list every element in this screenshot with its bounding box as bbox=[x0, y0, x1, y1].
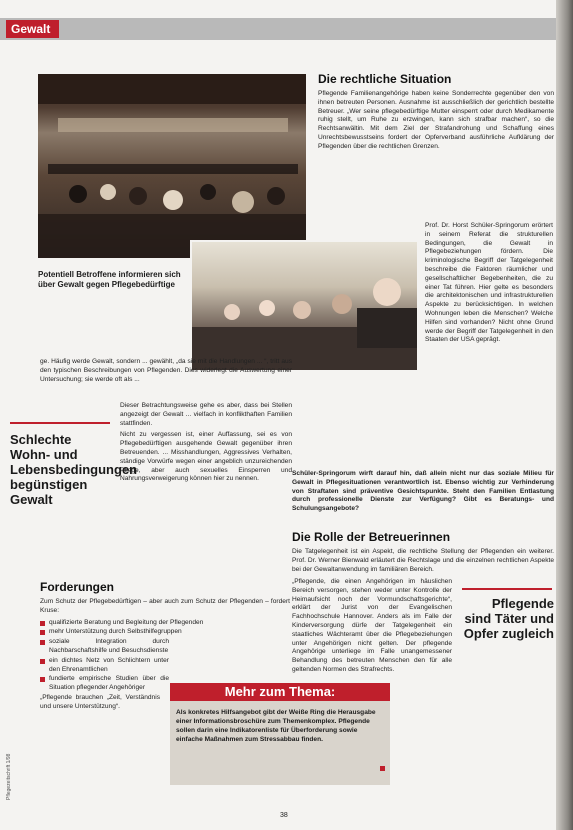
betreuer-quote: „Pflegende, die einen Angehörigen im häuslichen Bereich versorgen, stehen weder unter Kontrolle der Heimaufsicht noch der Vormundschaftsgerichte“, erklärt der Jurist von der Evangelischen Fachhochschule Hannover. Anders als im Falle der Kinderversorgung dürfe der Tatgelegenheit ein staatliches Wächteramt über die Pflegebeziehungen unter Angehörigen nicht gelten. Der pflegende Angehörige unterliege im Falle unangemessener Behandlung des betreuten Menschen den für alle geltenden Normen des Strafrechts. bbox=[292, 578, 452, 673]
page-number: 38 bbox=[280, 812, 288, 819]
page-spine-shadow bbox=[556, 0, 573, 830]
intro-paragraph: ge. Häufig werde Gewalt, sondern ... gewählt, „da sie mit die Handlungen ... “, tritt aus den typischen Beschreibungen von Pflegenden. Dies widerlegt die Auswertung einer Untersuchung; sie werde oft als ... bbox=[40, 358, 292, 383]
info-box-end-marker bbox=[380, 766, 385, 771]
photo-caption: Potentiell Betroffene informieren sich über Gewalt gegen Pflegebedürftige bbox=[38, 270, 181, 289]
prof-text-upper bbox=[425, 222, 553, 348]
vertical-note: Pflegezeitschrift 1/98 bbox=[6, 753, 12, 800]
left-column-intro bbox=[40, 358, 292, 387]
right-pull-quote: Pflegende sind Täter und Opfer zugleich bbox=[463, 596, 554, 641]
panel-discussion-photo bbox=[190, 240, 419, 372]
forderungen-closing: „Pflegende brauchen „Zeit, Verständnis und unsere Unterstützung“. bbox=[40, 693, 160, 710]
betreuer-quote-block bbox=[292, 578, 452, 678]
bold-paragraph-block bbox=[292, 470, 554, 517]
situation-paragraph: Pflegende Familienangehörige haben keine Sonderrechte gegenüber den von ihnen betreuten Personen. Ausnahme ist ausschließlich der gerichtlich bestellte Betreuer. „Wer seine pflegebedürftige Mutter einsperrt oder durch Medikamente ruhig stellt, um Ruhe zu erzwingen, kann sich strafbar machen“, so die Rechtsanwältin. Mit dem Ziel der Strafandrohung und Schaffung eines Unrechtsbewusstseins fordert der Opferverband ausführliche Aufklärung der Pflegenden über die rechtlichen Grenzen. bbox=[318, 90, 554, 150]
list-item: soziale Integration durch Nachbarschaftshilfe und Besuchsdienste bbox=[40, 638, 169, 656]
section-label: Gewalt bbox=[6, 20, 59, 38]
heading-forderungen: Forderungen bbox=[40, 580, 114, 594]
betreuer-paragraph: Die Tatgelegenheit ist ein Aspekt, die rechtliche Stellung der Pflegenden ein weiterer. Prof. Dr. Werner Bienwald erläutert die Rechtslage und die einzelnen rechtlichen Aspekte bei der Gewaltanwendung im familiären Bereich. bbox=[292, 548, 554, 573]
conference-hall-photo bbox=[38, 74, 306, 258]
panel-silhouettes bbox=[192, 242, 417, 370]
left-pull-quote: Schlechte Wohn- und Lebensbedingungen begünstigen Gewalt bbox=[10, 432, 138, 507]
body-paragraph-2: Dieser Betrachtungsweise gehe es aber, dass bei Stellen angezeigt der Gewalt ... vielfach in konflikthaften Familien stattfinden. bbox=[120, 402, 292, 427]
heading-rolle-betreuerinnen: Die Rolle der Betreuerinnen bbox=[292, 530, 451, 544]
list-item: fundierte empirische Studien über die Situation pflegender Angehöriger bbox=[40, 675, 169, 693]
info-box-title: Mehr zum Thema: bbox=[170, 683, 390, 701]
list-item: ein dichtes Netz von Schlichtern unter den Ehrenamtlichen bbox=[40, 657, 169, 675]
pull-quote-rule-top bbox=[10, 422, 110, 424]
prof-paragraph: Prof. Dr. Horst Schüler-Springorum erörtert in seinem Referat die strukturellen Bedingungen, die Gewalt in Pflegebeziehungen fördern. Die kriminologische Begriff der Tatgelegenheit beschreibe die Faktoren räumlicher und gesellschaftlicher Begebenheiten, die zu einer Tat führen. Hier gelte es besonders die architektonischen und infrastrukturellen Aspekte zu berücksichtigen. In welchen Wohnungen leben die Menschen? Welche Hilfen sind vorhanden? Nicht ohne Grund werde der Begriff der Tatgelegenheit in den Staaten der USA geprägt. bbox=[425, 222, 553, 344]
info-box-text: Als konkretes Hilfsangebot gibt der Weiße Ring die Herausgabe einer Informationsbroschüre zum Themenkomplex. Pflegende sollen darin eine Indikatorenliste für Überforderung sowie einfache Maßnahmen zum Stressabbau finden. bbox=[176, 709, 376, 743]
section-bar bbox=[0, 18, 573, 40]
bold-paragraph: Schüler-Springorum wirft darauf hin, daß allein nicht nur das soziale Milieu für Gewalt in Pflegesituationen verantwortlich ist. Ebenso wichtig zur Verhinderung von Straftaten sind präventive Gesichtspunkte. Steht den Familien Entlastung durch professionelle Dienste zur Verfügung? Gibt es Beratungs- und Schulungsangebote? bbox=[292, 470, 554, 513]
list-item: mehr Unterstützung durch Selbsthilfegruppen bbox=[40, 628, 290, 637]
list-item: qualifizierte Beratung und Begleitung der Pflegenden bbox=[40, 619, 290, 628]
forderungen-intro: Zum Schutz der Pflegebedürftigen – aber auch zum Schutz der Pflegenden – fordert Kruse: bbox=[40, 598, 290, 614]
body-paragraph-3: Nicht zu vergessen ist, einer Auffassung, sei es von Pflegebedürftigen ausgehende Gewalt gegenüber ihren Betreuenden. ... Misshandlungen, Aggressives Verhalten, ständige Vorwürfe wegen einer angeblich unzureichenden Pflege, aber auch sexuelles Einsperren und Nahrungsverweigerung können hier zu nennen. bbox=[120, 431, 292, 483]
betreuer-text bbox=[292, 548, 554, 577]
left-column-body bbox=[120, 402, 292, 487]
audience-silhouettes bbox=[38, 74, 306, 258]
forderungen-list bbox=[40, 619, 290, 693]
situation-text bbox=[318, 90, 554, 155]
right-pull-quote-rule bbox=[462, 588, 552, 590]
heading-rechtliche-situation: Die rechtliche Situation bbox=[318, 72, 452, 86]
